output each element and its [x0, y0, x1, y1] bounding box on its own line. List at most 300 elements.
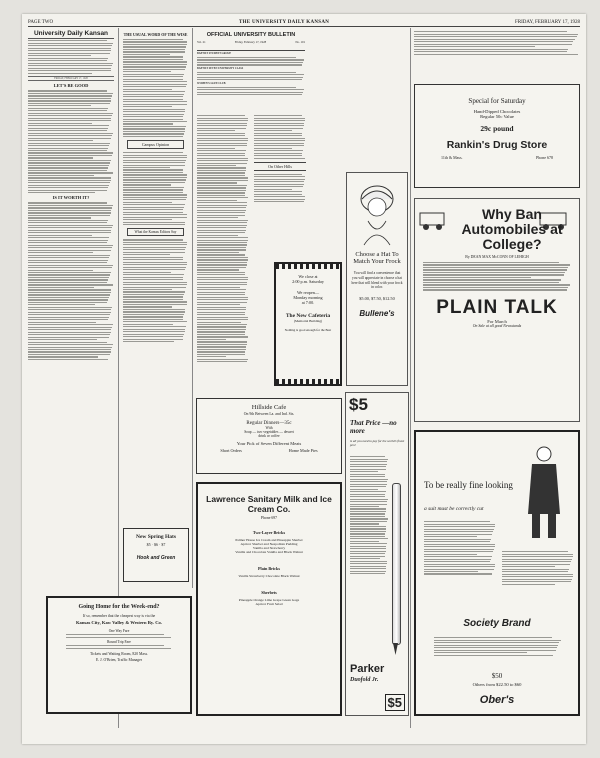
text-line: [123, 272, 171, 273]
text-line: [502, 584, 555, 585]
text-line: [254, 148, 292, 149]
text-line: [123, 301, 187, 302]
text-line: [350, 536, 385, 537]
spring-hats-ad: [123, 528, 189, 582]
text-line: [197, 302, 247, 303]
text-line: [123, 289, 172, 290]
text-line: [28, 167, 108, 168]
text-line: [254, 115, 302, 116]
text-line: [123, 252, 185, 253]
text-line: [350, 499, 388, 500]
text-line: [197, 244, 247, 245]
bulletin-notices: [197, 52, 305, 96]
newspaper-page: [22, 14, 586, 744]
text-line: [28, 299, 108, 300]
text-line: [123, 249, 185, 250]
parker-price: $5: [349, 395, 368, 414]
page-label: PAGE TWO: [28, 19, 54, 25]
society-store: Ober's: [479, 694, 515, 706]
text-line: [28, 250, 111, 251]
hillside-choice: Soup — two vegetables — dessert: [244, 430, 294, 434]
bulletin-vol: Vol. 21: [197, 40, 206, 44]
text-line: [502, 561, 571, 562]
text-line: [423, 279, 561, 280]
text-line: [28, 182, 110, 183]
text-line: [197, 264, 247, 265]
text-line: [123, 81, 187, 82]
text-line: [197, 237, 248, 238]
text-line: [197, 307, 246, 308]
text-line: [123, 94, 184, 95]
text-line: [197, 89, 304, 90]
text-line: [434, 637, 552, 638]
text-line: [66, 648, 171, 649]
rankins-name: Rankin's Drug Store: [446, 139, 548, 151]
text-line: [28, 240, 108, 241]
text-line: [28, 242, 107, 243]
text-line: [423, 262, 559, 263]
text-line: [28, 152, 113, 153]
text-line: [197, 361, 247, 362]
text-line: [197, 230, 246, 231]
text-line: [28, 60, 107, 61]
text-line: [434, 640, 561, 641]
lawrence-plain-row: Vanilla Strawberry Chocolate Black Walnut: [238, 574, 300, 578]
text-line: [197, 167, 246, 168]
text-line: [123, 61, 187, 62]
editorial-date: FRIDAY, FEBRUARY 17, 1928: [28, 76, 114, 82]
text-line: [28, 302, 107, 303]
text-line: [66, 634, 164, 635]
text-line: [28, 68, 111, 69]
rankins-line-1: Special for Saturday: [468, 97, 526, 105]
text-line: [123, 106, 172, 107]
text-line: [197, 185, 247, 186]
rankins-address: 11th & Mass.: [441, 155, 463, 160]
text-line: [28, 187, 108, 188]
hillside-dinner: Regular Dinners—35c: [246, 421, 292, 426]
text-line: [197, 158, 248, 159]
text-line: [197, 160, 248, 161]
text-line: [123, 179, 186, 180]
text-line: [197, 252, 239, 253]
text-line: [197, 322, 241, 323]
rankins-price: 29c pound: [480, 124, 514, 133]
text-line: [350, 496, 385, 497]
text-line: [350, 459, 388, 460]
text-line: [28, 351, 111, 352]
text-line: [28, 105, 91, 106]
text-line: [123, 331, 185, 332]
text-line: [123, 121, 187, 122]
text-line: [28, 48, 111, 49]
text-line: [197, 262, 247, 263]
text-line: [197, 220, 248, 221]
cafeteria-name: The New Cafeteria: [285, 313, 331, 319]
text-line: [123, 324, 173, 325]
text-line: [123, 247, 186, 248]
text-line: [28, 190, 107, 191]
editorial-body-2: [28, 202, 114, 360]
lawrence-phone: Phone 697: [260, 516, 278, 520]
text-line: [123, 169, 183, 170]
text-line: [197, 359, 248, 360]
text-line: [414, 51, 567, 52]
cafeteria-line-5: at 7:00.: [301, 300, 315, 305]
text-line: [123, 56, 183, 57]
text-line: [123, 136, 183, 137]
text-line: [434, 647, 557, 648]
text-line: [350, 491, 386, 492]
text-line: [123, 160, 186, 161]
text-line: [123, 189, 183, 190]
text-line: [123, 123, 173, 124]
hillside-with: With: [265, 426, 273, 430]
parker-pen-ad: [345, 392, 409, 716]
text-line: [254, 120, 305, 121]
text-line: [197, 304, 240, 305]
text-line: [123, 204, 185, 205]
text-line: [28, 222, 107, 223]
hillside-drink: drink or coffee: [258, 434, 280, 438]
text-line: [424, 549, 494, 550]
text-line: [350, 484, 387, 485]
text-line: [197, 346, 246, 347]
text-line: [28, 155, 112, 156]
text-line: [414, 49, 568, 50]
text-line: [197, 284, 247, 285]
text-line: [28, 332, 111, 333]
text-line: [28, 170, 107, 171]
text-line: [350, 568, 386, 569]
text-line: [28, 205, 113, 206]
plain-talk-masthead: PLAIN TALK: [436, 296, 558, 318]
text-line: [28, 148, 108, 149]
text-line: [28, 312, 111, 313]
bulletin-no: No. 101: [295, 40, 305, 44]
lawrence-sherbet-row: Pineapple Orange Lime Grape Green Gage: [238, 598, 300, 602]
text-line: [197, 74, 304, 75]
text-line: [414, 31, 567, 32]
text-line: [28, 304, 95, 305]
text-line: [28, 165, 109, 166]
text-line: [123, 339, 183, 340]
text-line: [423, 274, 564, 275]
text-line: [350, 461, 387, 462]
text-line: [350, 541, 379, 542]
column-body: [123, 239, 188, 342]
text-line: [197, 282, 247, 283]
text-line: [123, 96, 183, 97]
text-line: [28, 257, 109, 258]
text-line: [197, 165, 236, 166]
text-line: [123, 44, 187, 45]
text-line: [123, 46, 186, 47]
text-line: [28, 265, 113, 266]
editorial-heading-1: LET'S BE GOOD: [53, 83, 89, 89]
hillside-pies: Home Made Pies: [288, 448, 318, 453]
text-line: [350, 546, 386, 547]
text-line: [254, 191, 302, 192]
text-line: [350, 511, 386, 512]
text-line: [197, 128, 246, 129]
society-brand-name: Society Brand: [463, 618, 531, 629]
text-line: [28, 282, 107, 283]
text-line: [123, 224, 185, 225]
text-line: [123, 319, 183, 320]
text-line: [123, 101, 187, 102]
society-brand-ad: [414, 430, 580, 716]
text-line: [350, 481, 387, 482]
text-line: [254, 145, 304, 146]
hillside-cafe-ad: [196, 398, 342, 474]
bulletin-header: [197, 32, 305, 51]
text-line: [254, 199, 305, 200]
text-line: [28, 145, 109, 146]
parker-corner-price: $5: [385, 694, 405, 711]
text-line: [197, 344, 247, 345]
text-line: [123, 109, 185, 110]
text-line: [28, 274, 110, 275]
text-line: [502, 576, 573, 577]
text-line: [502, 556, 573, 557]
text-line: [123, 294, 184, 295]
text-line: [123, 309, 185, 310]
paper-title: THE UNIVERSITY DAILY KANSAN: [238, 19, 330, 25]
text-line: [414, 46, 535, 47]
text-line: [123, 172, 183, 173]
text-line: [350, 556, 385, 557]
date-line: FRIDAY, FEBRUARY 17, 1928: [515, 19, 580, 25]
text-line: [28, 118, 111, 119]
cafeteria-ad: [274, 262, 342, 386]
text-line: [28, 202, 107, 203]
text-line: [424, 524, 495, 525]
going-home-subtitle: If so, remember that the cheapest way is via the: [82, 614, 156, 618]
text-line: [350, 528, 386, 529]
text-line: [424, 571, 478, 572]
text-line: [254, 138, 305, 139]
text-line: [350, 571, 386, 572]
text-line: [123, 197, 187, 198]
plain-talk-headline: Why Ban Automobiles at College?: [461, 206, 563, 252]
text-line: [28, 344, 113, 345]
text-line: [197, 195, 245, 196]
cafeteria-tagline: Nothing is good enough for the Best: [284, 328, 332, 332]
text-line: [254, 150, 303, 151]
text-line: [197, 309, 246, 310]
text-line: [123, 174, 187, 175]
text-line: [434, 655, 553, 656]
text-line: [28, 347, 112, 348]
text-line: [123, 244, 187, 245]
text-line: [123, 291, 185, 292]
text-line: [123, 152, 183, 153]
text-line: [502, 571, 568, 572]
text-line: [197, 180, 248, 181]
text-line: [28, 162, 110, 163]
text-line: [28, 65, 112, 66]
text-line: [197, 115, 245, 116]
text-line: [197, 235, 238, 236]
text-line: [254, 130, 292, 131]
text-line: [123, 316, 183, 317]
parker-brand: Parker: [350, 663, 385, 675]
text-line: [197, 326, 246, 327]
text-line: [28, 339, 97, 340]
spring-hats-store: Hook and Green: [136, 555, 176, 561]
text-line: [28, 359, 108, 360]
text-line: [28, 135, 112, 136]
woman-in-hat-illustration: [348, 177, 406, 247]
text-line: [28, 342, 107, 343]
text-line: [197, 133, 245, 134]
text-line: [197, 339, 226, 340]
text-line: [197, 242, 247, 243]
text-line: [197, 249, 246, 250]
text-line: [28, 322, 96, 323]
notice-heading: BAPTIST STUDENT GROUP: [197, 52, 231, 55]
text-line: [123, 69, 185, 70]
text-line: [123, 64, 187, 65]
text-line: [197, 207, 246, 208]
text-line: [197, 62, 303, 63]
text-line: [423, 267, 568, 268]
text-line: [197, 155, 245, 156]
text-line: [123, 91, 185, 92]
text-line: [28, 262, 107, 263]
text-line: [502, 581, 571, 582]
text-line: [197, 192, 245, 193]
text-line: [197, 202, 247, 203]
text-line: [197, 163, 247, 164]
text-line: [28, 349, 111, 350]
text-line: [28, 128, 108, 129]
text-line: [28, 98, 111, 99]
text-line: [197, 94, 302, 95]
text-line: [197, 200, 237, 201]
text-line: [254, 176, 305, 177]
text-line: [350, 548, 386, 549]
text-line: [123, 59, 183, 60]
text-line: [123, 39, 183, 40]
text-line: [66, 645, 164, 646]
text-line: [28, 160, 111, 161]
text-line: [197, 153, 245, 154]
text-line: [197, 172, 245, 173]
lawrence-row-4: Vanilla and Chocolate Vanilla and Black Walnut: [235, 550, 303, 554]
text-line: [28, 110, 107, 111]
text-line: [123, 99, 183, 100]
cafeteria-line-3: We reopen—: [296, 290, 320, 295]
text-line: [28, 267, 112, 268]
text-line: [28, 314, 110, 315]
editorial-column: [28, 30, 114, 361]
hillside-title: Hillside Cafe: [251, 404, 287, 411]
going-home-tickets: Tickets and Waiting Room, 820 Mass.: [89, 651, 149, 656]
text-line: [28, 232, 111, 233]
text-line: [434, 642, 559, 643]
text-line: [28, 120, 111, 121]
text-line: [414, 39, 575, 40]
parker-model: Duofold Jr.: [350, 677, 379, 683]
cafeteria-line-2: 2:00 p.m. Saturday: [292, 279, 324, 284]
text-line: [28, 138, 111, 139]
text-line: [28, 103, 110, 104]
text-line: [197, 317, 248, 318]
text-line: [123, 269, 185, 270]
man-in-suit-illustration: [524, 444, 564, 540]
text-line: [28, 272, 111, 273]
text-line: [123, 74, 184, 75]
text-line: [28, 180, 111, 181]
text-line: [123, 182, 185, 183]
text-line: [197, 170, 246, 171]
text-line: [197, 59, 304, 60]
text-line: [350, 466, 386, 467]
text-line: [28, 172, 113, 173]
text-line: [350, 543, 387, 544]
text-line: [28, 70, 111, 71]
lawrence-title: Lawrence Sanitary Milk and Ice Cream Co.: [206, 494, 332, 514]
text-line: [423, 289, 567, 290]
text-line: [350, 501, 387, 502]
text-line: [197, 177, 248, 178]
society-others: Others from $22.50 to $60: [472, 682, 522, 687]
text-line: [350, 518, 388, 519]
text-line: [28, 210, 111, 211]
text-line: [123, 311, 185, 312]
text-line: [350, 486, 386, 487]
text-line: [434, 645, 558, 646]
hat-ad-title: Choose a Hat To Match Your Frock: [353, 251, 401, 265]
fare-one-way: One Way Fare: [108, 629, 130, 633]
text-line: [197, 294, 245, 295]
text-line: [197, 312, 245, 313]
text-line: [123, 162, 185, 163]
text-line: [424, 531, 493, 532]
editorial-body-1: [28, 90, 114, 193]
hat-ad-store: Bullene's: [359, 309, 395, 319]
text-line: [123, 284, 187, 285]
text-line: [28, 307, 112, 308]
text-line: [28, 192, 95, 193]
bulletin-date: Friday, February 17, 1928: [234, 40, 267, 44]
text-line: [424, 546, 495, 547]
text-line: [197, 135, 245, 136]
text-line: [28, 220, 108, 221]
text-line: [423, 264, 570, 265]
hillside-address: On 9th Between La. and Ind. Sts.: [243, 412, 295, 416]
text-line: [28, 237, 109, 238]
text-line: [197, 118, 248, 119]
editorial-nameplate: University Daily Kansan: [28, 30, 114, 39]
text-line: [254, 153, 302, 154]
text-line: [197, 247, 246, 248]
bulletin-title: OFFICIAL UNIVERSITY BULLETIN: [206, 32, 296, 38]
column-rule: [410, 28, 411, 728]
rankins-ad: [414, 84, 580, 188]
text-line: [28, 185, 109, 186]
text-line: [123, 217, 187, 218]
text-line: [197, 92, 303, 93]
text-line: [350, 561, 387, 562]
lawrence-ice-cream-ad: [196, 482, 342, 716]
text-line: [502, 559, 572, 560]
text-line: [434, 652, 527, 653]
hillside-short-orders: Short Orders: [220, 448, 242, 453]
text-line: [424, 536, 477, 537]
